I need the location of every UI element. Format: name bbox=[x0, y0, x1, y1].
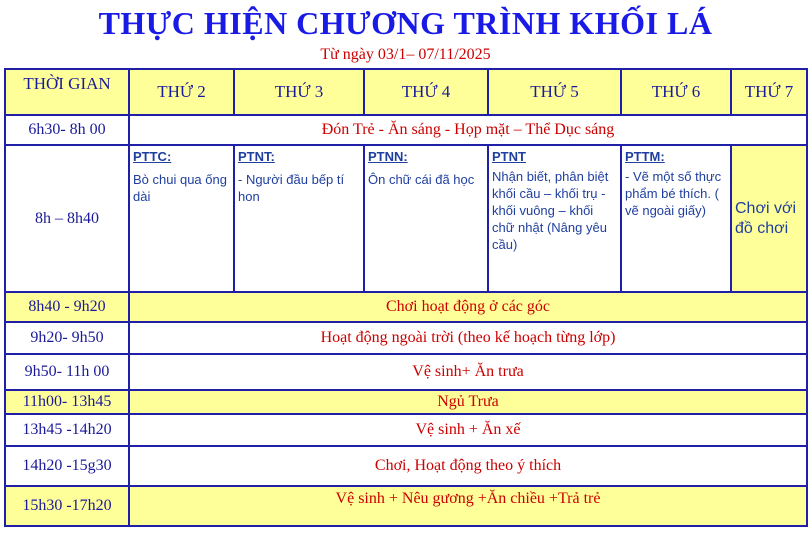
activity-cell: Đón Trẻ - Ăn sáng - Họp mặt – Thể Dục sáng bbox=[129, 115, 807, 145]
lesson-desc: Ôn chữ cái đã học bbox=[368, 172, 475, 187]
table-row bbox=[5, 115, 807, 145]
lesson-code: PTNT bbox=[492, 149, 526, 164]
page-title: THỰC HIỆN CHƯƠNG TRÌNH KHỐI LÁ bbox=[98, 5, 713, 41]
day-header-tue: THỨ 3 bbox=[234, 69, 364, 115]
table-row bbox=[5, 486, 807, 526]
time-cell: 15h30 -17h20 bbox=[5, 486, 129, 526]
activity-cell: Chơi, Hoạt động theo ý thích bbox=[129, 446, 807, 486]
lesson-cell-mon bbox=[129, 145, 234, 292]
lesson-cell-tue bbox=[234, 145, 364, 292]
day-header-fri: THỨ 6 bbox=[621, 69, 731, 115]
time-cell: 6h30- 8h 00 bbox=[5, 115, 129, 145]
day-header-sat: THỨ 7 bbox=[731, 69, 807, 115]
table-row bbox=[5, 446, 807, 486]
lesson-cell-thu bbox=[488, 145, 621, 292]
lesson-desc: - Người đầu bếp tí hon bbox=[238, 172, 345, 204]
header-row bbox=[5, 69, 807, 115]
activity-cell: Ngủ Trưa bbox=[129, 390, 807, 414]
lesson-row bbox=[5, 145, 807, 292]
activity-cell: Vệ sinh+ Ăn trưa bbox=[129, 354, 807, 390]
lesson-code: PTNN: bbox=[368, 149, 408, 164]
lesson-desc: Nhận biết, phân biệt khối cầu – khối trụ - khối vuông – khối chữ nhật (Nâng yêu cầu) bbox=[492, 169, 609, 252]
time-cell: 9h20- 9h50 bbox=[5, 322, 129, 354]
lesson-code: PTTM: bbox=[625, 149, 665, 164]
lesson-cell-fri bbox=[621, 145, 731, 292]
lesson-desc: - Vẽ một số thực phẩm bé thích. ( vẽ ngoài giấy) bbox=[625, 169, 722, 218]
lesson-cell-wed bbox=[364, 145, 488, 292]
lesson-code: PTTC: bbox=[133, 149, 172, 164]
table-row bbox=[5, 322, 807, 354]
day-header-wed: THỨ 4 bbox=[364, 69, 488, 115]
day-header-thu: THỨ 5 bbox=[488, 69, 621, 115]
time-cell: 13h45 -14h20 bbox=[5, 414, 129, 446]
time-cell: 8h – 8h40 bbox=[5, 145, 129, 292]
time-cell: 9h50- 11h 00 bbox=[5, 354, 129, 390]
date-range: Từ ngày 03/1– 07/11/2025 bbox=[320, 46, 491, 63]
lesson-code: PTNT: bbox=[238, 149, 275, 164]
lesson-desc: Bò chui qua ống dài bbox=[133, 172, 227, 204]
time-cell: 11h00- 13h45 bbox=[5, 390, 129, 414]
table-row bbox=[5, 292, 807, 322]
time-cell: 14h20 -15g30 bbox=[5, 446, 129, 486]
schedule-table bbox=[4, 68, 808, 527]
lesson-cell-sat: Chơi với đồ chơi bbox=[731, 145, 807, 292]
time-cell: 8h40 - 9h20 bbox=[5, 292, 129, 322]
activity-cell: Vệ sinh + Nêu gương +Ăn chiều +Trả trẻ bbox=[129, 486, 807, 526]
day-header-mon: THỨ 2 bbox=[129, 69, 234, 115]
time-header: THỜI GIAN bbox=[5, 69, 129, 115]
activity-cell: Hoạt động ngoài trời (theo kế hoạch từng lớp) bbox=[129, 322, 807, 354]
table-row bbox=[5, 354, 807, 390]
table-row bbox=[5, 414, 807, 446]
activity-cell: Chơi hoạt động ở các góc bbox=[129, 292, 807, 322]
activity-cell: Vệ sinh + Ăn xế bbox=[129, 414, 807, 446]
table-row bbox=[5, 390, 807, 414]
